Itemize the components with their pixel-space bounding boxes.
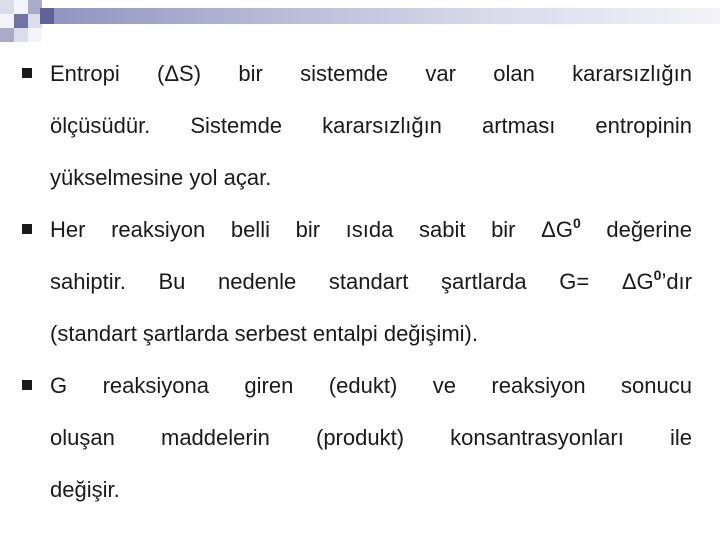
text-segment: ’dır [661, 269, 692, 294]
deco-square [0, 28, 14, 42]
deco-square [14, 14, 28, 28]
bullet-text-line [50, 256, 692, 308]
superscript: 0 [572, 215, 581, 231]
bullet-item-entropy [22, 48, 692, 204]
deco-square [14, 0, 28, 14]
bullet-text-line: ölçüsüdür. Sistemde kararsızlığın artması entropinin [50, 113, 692, 138]
bullet-text-line: (standart şartlarda serbest entalpi değişimi). [50, 321, 478, 346]
bullet-text-line: yükselmesine yol açar. [50, 165, 272, 190]
header-gradient-bar [40, 8, 720, 24]
bullet-list [22, 48, 692, 516]
bullet-text-line [50, 204, 692, 256]
header-bar-accent [40, 8, 54, 24]
bullet-item-delta-g [22, 204, 692, 360]
bullet-item-reaction [22, 360, 692, 516]
square-bullet-icon [22, 224, 32, 234]
header-decoration [0, 0, 720, 50]
bullet-text-line: Entropi (ΔS) bir sistemde var olan kararsızlığın [50, 61, 692, 86]
bullet-text-line: G reaksiyona giren (edukt) ve reaksiyon sonucu [50, 373, 692, 398]
deco-square [0, 14, 14, 28]
deco-square [14, 28, 28, 42]
square-bullet-icon [22, 68, 32, 78]
text-segment: Her reaksiyon belli bir ısıda sabit bir ΔG [50, 217, 573, 242]
deco-square [0, 0, 14, 14]
square-bullet-icon [22, 380, 32, 390]
superscript: 0 [653, 267, 662, 283]
text-segment: değerine [580, 217, 692, 242]
deco-square [28, 28, 42, 42]
bullet-text-line: değişir. [50, 477, 120, 502]
text-segment: sahiptir. Bu nedenle standart şartlarda G= ΔG [50, 269, 654, 294]
bullet-text-line: oluşan maddelerin (produkt) konsantrasyonları ile [50, 425, 692, 450]
